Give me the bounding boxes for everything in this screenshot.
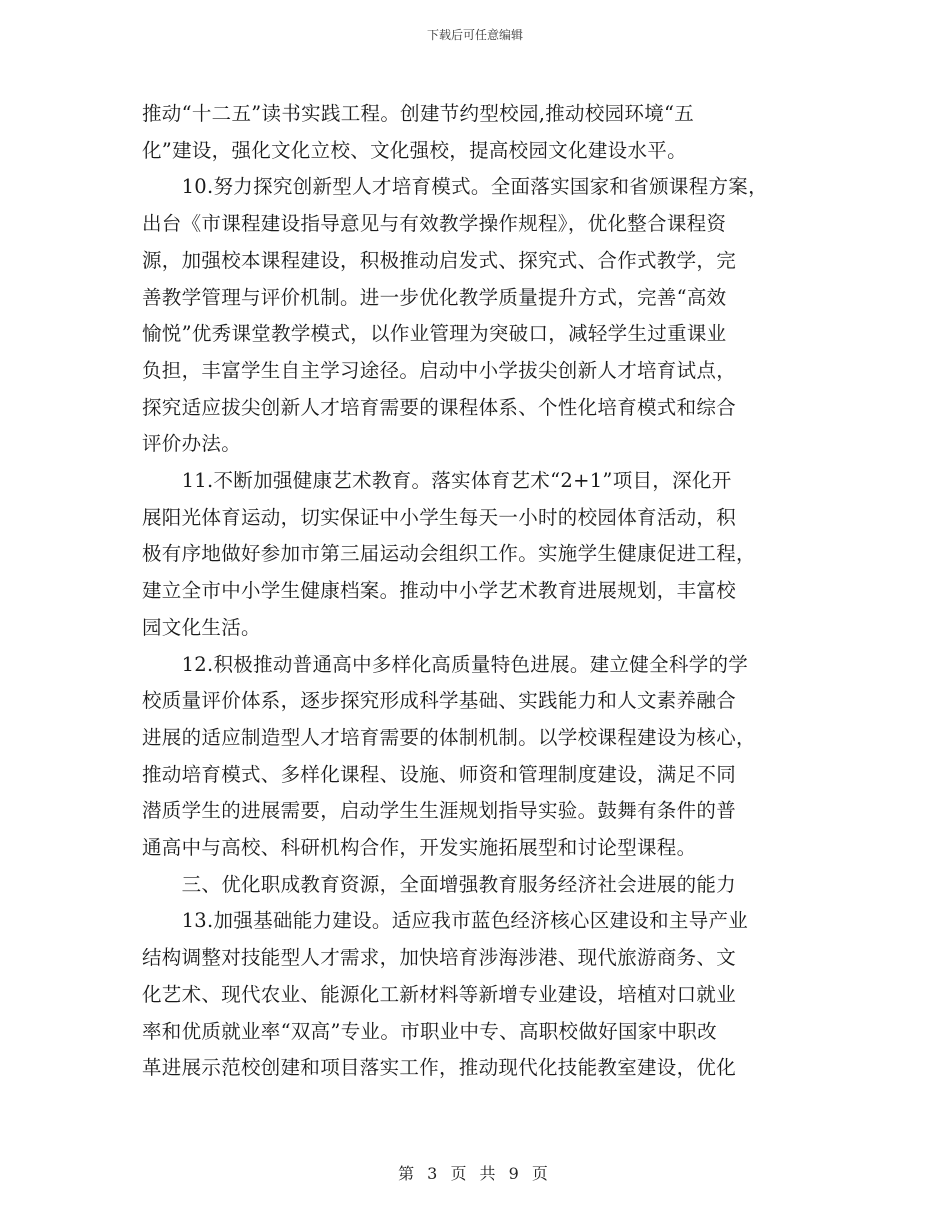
text-line: 推动“十二五”读书实践工程。创建节约型校园,推动校园环境“五 [142,102,695,125]
text-line: 化”建设，强化文化立校、文化强校，提高校园文化建设水平。 [142,138,687,162]
text-line: 11.不断加强健康艺术教育。落实体育艺术“2+1”项目，深化开 [142,469,732,493]
page-footer: 第 3 页 共 9 页 [398,1164,552,1183]
text-line: 率和优质就业率“双高”专业。市职业中专、高职校做好国家中职改 [142,1019,717,1043]
text-line: 潜质学生的进展需要，启动学生生涯规划指导实验。鼓舞有条件的普 [142,799,737,823]
text-line: 结构调整对技能型人才需求，加快培育涉海涉港、现代旅游商务、文 [142,946,737,970]
document-body [142,96,822,1087]
text-line: 通高中与高校、科研机构合作，开发实施拓展型和讨论型课程。 [142,836,697,860]
text-line: 园文化生活。 [142,615,261,639]
text-line: 13.加强基础能力建设。适应我市蓝色经济核心区建设和主导产业 [142,909,749,933]
text-line: 极有序地做好参加市第三届运动会组织工作。实施学生健康促进工程， [142,542,756,566]
section-heading: 三、优化职成教育资源，全面增强教育服务经济社会进展的能力 [142,872,737,896]
text-line: 展阳光体育运动，切实保证中小学生每天一小时的校园体育活动，积 [142,505,737,529]
text-line: 12.积极推动普通高中多样化高质量特色进展。建立健全科学的学 [142,652,749,676]
text-line: 10.努力探究创新型人才培育模式。全面落实国家和省颁课程方案， [142,175,768,199]
text-line: 革进展示范校创建和项目落实工作，推动现代化技能教室建设，优化 [142,1056,737,1080]
text-line: 探究适应拔尖创新人才培育需要的课程体系、个性化培育模式和综合 [142,395,737,419]
text-line: 愉悦”优秀课堂教学模式，以作业管理为突破口，减轻学生过重课业 [142,322,727,346]
text-line: 校质量评价体系，逐步探究形成科学基础、实践能力和人文素养融合 [142,689,737,713]
text-line: 负担，丰富学生自主学习途径。启动中小学拔尖创新人才培育试点， [142,358,737,382]
page-header: 下载后可任意编辑 [426,28,523,42]
text-line: 善教学管理与评价机制。进一步优化教学质量提升方式，完善“高效 [142,285,727,309]
text-line: 化艺术、现代农业、能源化工新材料等新增专业建设，培植对口就业 [142,982,737,1006]
text-line: 源，加强校本课程建设，积极推动启发式、探究式、合作式教学，完 [142,248,737,272]
text-line: 建立全市中小学生健康档案。推动中小学艺术教育进展规划，丰富校 [142,579,737,603]
text-line: 推动培育模式、多样化课程、设施、师资和管理制度建设，满足不同 [142,762,737,786]
text-line: 评价办法。 [142,432,242,456]
text-line: 进展的适应制造型人才培育需要的体制机制。以学校课程建设为核心， [142,725,756,749]
text-line: 出台《市课程建设指导意见与有效教学操作规程》，优化整合课程资 [142,212,727,236]
